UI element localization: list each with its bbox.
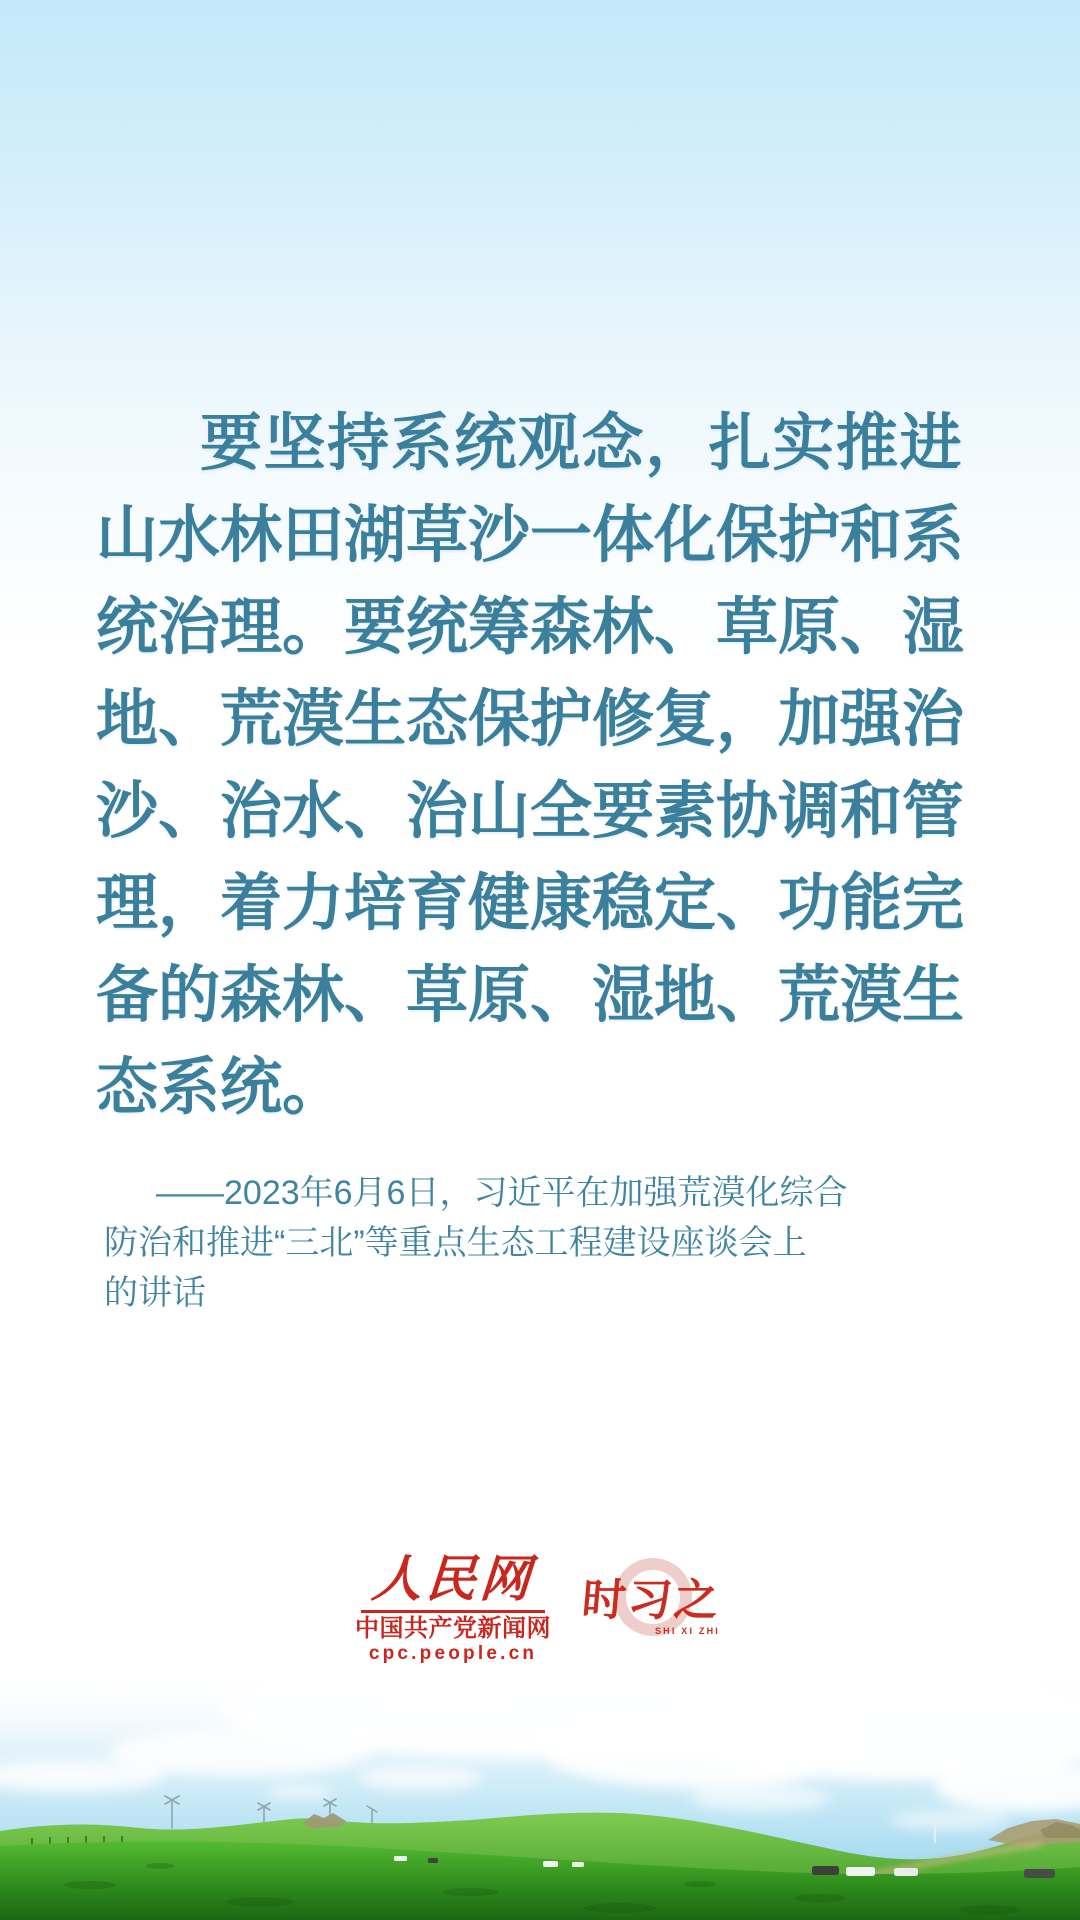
quote-line: 地、荒漠生态保护修复，加强治: [96, 685, 965, 754]
people-daily-logo-name: 人民网: [370, 1551, 536, 1607]
quote-line: 要坚持系统观念，扎实推进: [200, 409, 964, 478]
attribution-line: ——2023年6月6日，习近平在加强荒漠化综合: [156, 1174, 848, 1212]
shixizhi-logo-name: 时习之: [579, 1576, 723, 1625]
quote-block: [96, 398, 968, 1134]
shixizhi-logo: [579, 1552, 723, 1664]
people-daily-logo-subtitle: 中国共产党新闻网: [355, 1615, 551, 1642]
people-daily-logo: [355, 1551, 551, 1665]
quote-line: 备的森林、草原、湿地、荒漠生: [96, 961, 965, 1030]
quote-line: 态系统。: [96, 1053, 345, 1122]
people-daily-logo-divider: [361, 1610, 545, 1613]
quote-line: 山水林田湖草沙一体化保护和系: [96, 501, 965, 570]
quote-attribution: [104, 1168, 924, 1318]
quote-line: 统治理。要统筹森林、草原、湿: [96, 593, 965, 662]
attribution-line: 防治和推进“三北”等重点生态工程建设座谈会上: [104, 1224, 807, 1262]
shixizhi-logo-latin: SHI XI ZHI: [654, 1626, 720, 1636]
quote-line: 沙、治水、治山全要素协调和管: [96, 777, 965, 846]
logo-row: [0, 1552, 1080, 1665]
attribution-line: 的讲话: [104, 1274, 206, 1312]
grassland-photo: [0, 1670, 1080, 1920]
photo-top-fade: [0, 1670, 1080, 1748]
quote-line: 理，着力培育健康稳定、功能完: [96, 869, 965, 938]
people-daily-logo-url: cpc.people.cn: [368, 1643, 538, 1664]
